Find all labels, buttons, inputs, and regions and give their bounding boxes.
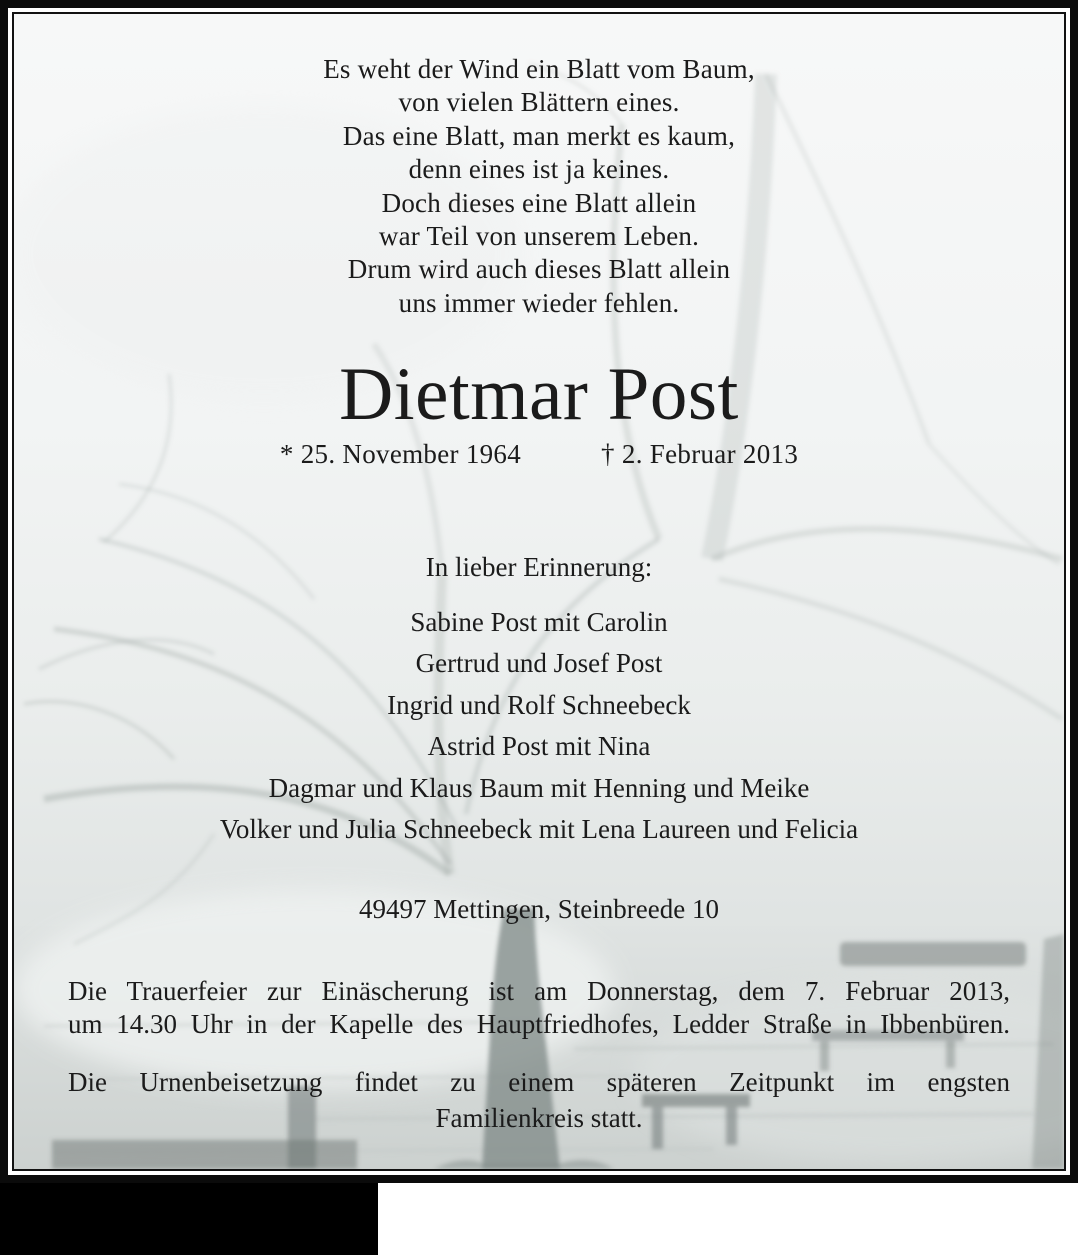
redaction-block	[0, 1183, 378, 1255]
obituary-card-inner	[12, 12, 1066, 1171]
life-dates	[14, 438, 1064, 471]
poem-line: von vielen Blättern eines.	[398, 87, 680, 118]
memory-heading: In lieber Erinnerung:	[425, 552, 653, 582]
birth-date: * 25. November 1964	[279, 439, 522, 469]
poem-line: uns immer wieder fehlen.	[398, 287, 680, 318]
death-date: † 2. Februar 2013	[601, 439, 799, 469]
mourner-line: Dagmar und Klaus Baum mit Henning und Meike	[268, 772, 810, 803]
urn-burial-info	[68, 1064, 1010, 1136]
mourner-line: Volker und Julia Schneebeck mit Lena Laureen und Felicia	[219, 814, 859, 845]
poem-line: Doch dieses eine Blatt allein	[381, 187, 697, 218]
funeral-info-line: um 14.30 Uhr in der Kapelle des Hauptfriedhofes, Ledder Straße in Ibbenbüren.	[68, 1009, 1010, 1040]
poem-line: Das eine Blatt, man merkt es kaum,	[342, 120, 736, 151]
deceased-name: Dietmar Post	[339, 353, 739, 436]
funeral-info-line: Die Trauerfeier zur Einäscherung ist am Donnerstag, dem 7. Februar 2013,	[68, 976, 1010, 1006]
mourner-line: Ingrid und Rolf Schneebeck	[387, 689, 691, 720]
poem-line: denn eines ist ja keines.	[408, 154, 670, 185]
poem-line: Drum wird auch dieses Blatt allein	[347, 254, 731, 285]
mourner-line: Sabine Post mit Carolin	[410, 607, 668, 637]
funeral-service-info	[68, 975, 1010, 1042]
poem-line: Es weht der Wind ein Blatt vom Baum,	[323, 54, 755, 84]
poem-line: war Teil von unserem Leben.	[378, 221, 700, 252]
urn-info-line: Familienkreis statt.	[435, 1103, 643, 1133]
mourner-line: Astrid Post mit Nina	[427, 731, 651, 762]
mourner-line: Gertrud und Josef Post	[415, 648, 663, 679]
memorial-poem	[14, 53, 1064, 320]
family-address: 49497 Mettingen, Steinbreede 10	[359, 894, 719, 924]
urn-info-line: Die Urnenbeisetzung findet zu einem späteren Zeitpunkt im engsten	[68, 1067, 1010, 1097]
mourners-list	[14, 602, 1064, 850]
